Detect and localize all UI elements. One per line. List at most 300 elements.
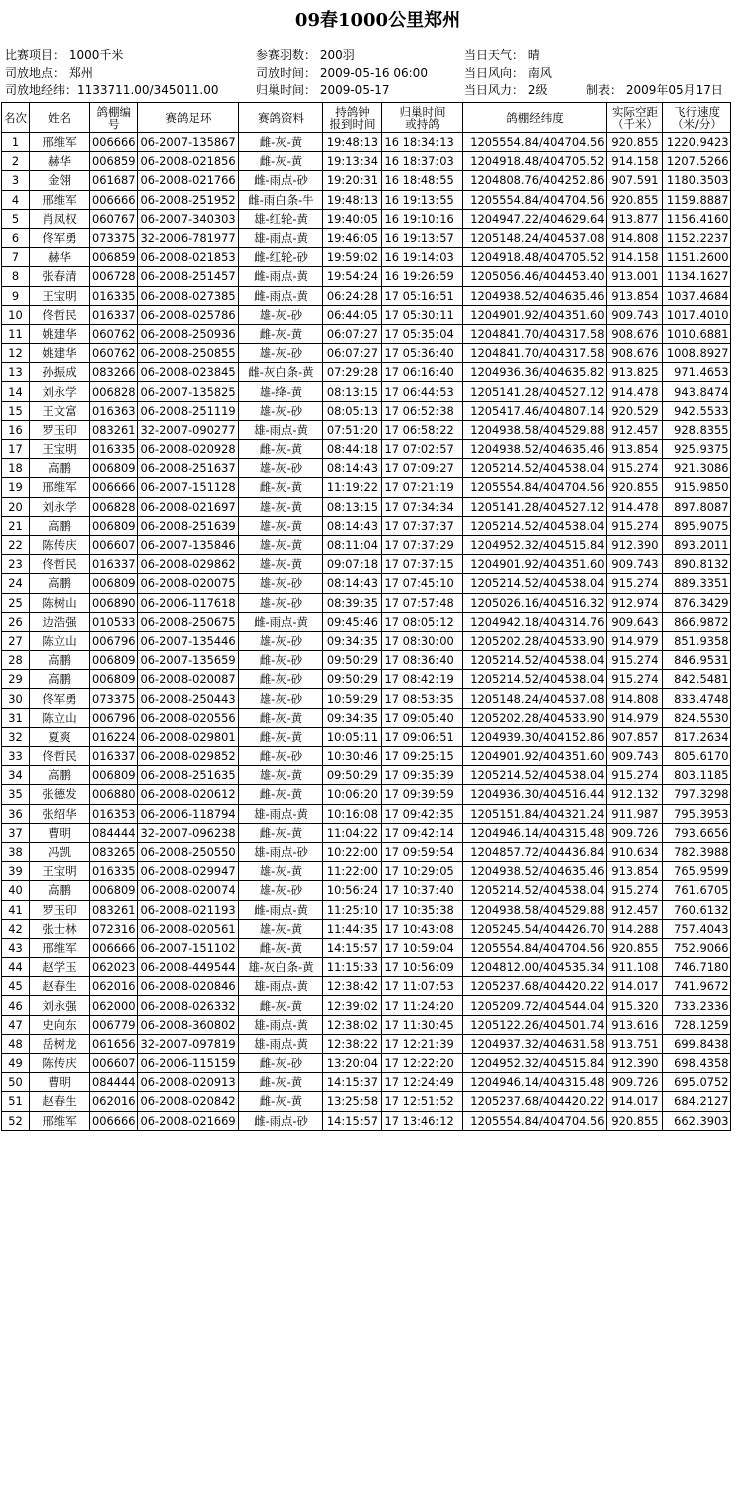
table-cell: 19:48:13 bbox=[323, 190, 382, 209]
table-row bbox=[2, 631, 731, 650]
table-cell: 孙振成 bbox=[30, 363, 90, 382]
table-cell: 921.3086 bbox=[663, 459, 731, 478]
table-cell: 06-2008-021853 bbox=[138, 248, 239, 267]
table-cell: 高鹏 bbox=[30, 881, 90, 900]
table-cell: 16 19:13:55 bbox=[382, 190, 463, 209]
table-cell: 06-2008-029852 bbox=[138, 747, 239, 766]
table-cell: 邢维军 bbox=[30, 478, 90, 497]
table-cell: 17 07:34:34 bbox=[382, 497, 463, 516]
table-cell: 17 09:39:59 bbox=[382, 785, 463, 804]
table-cell: 757.4043 bbox=[663, 919, 731, 938]
table-cell: 雄-灰-黄 bbox=[239, 766, 323, 785]
release-coords: 司放地经纬：1133711.00/345011.00 bbox=[5, 83, 219, 97]
table-cell: 姚建华 bbox=[30, 324, 90, 343]
table-cell: 13 bbox=[2, 363, 30, 382]
table-cell: 24 bbox=[2, 574, 30, 593]
table-cell: 冯凯 bbox=[30, 842, 90, 861]
table-cell: 06-2008-020842 bbox=[138, 1092, 239, 1111]
table-row bbox=[2, 133, 731, 152]
table-row bbox=[2, 1054, 731, 1073]
table-cell: 699.8438 bbox=[663, 1034, 731, 1053]
table-cell: 15 bbox=[2, 401, 30, 420]
table-cell: 佟哲民 bbox=[30, 555, 90, 574]
table-cell: 雌-雨点-黄 bbox=[239, 267, 323, 286]
table-cell: 18 bbox=[2, 459, 30, 478]
table-cell: 061687 bbox=[90, 171, 138, 190]
table-cell: 17 07:45:10 bbox=[382, 574, 463, 593]
table-cell: 914.017 bbox=[607, 1092, 663, 1111]
table-row bbox=[2, 478, 731, 497]
table-cell: 35 bbox=[2, 785, 30, 804]
table-cell: 1205151.84/404321.24 bbox=[463, 804, 607, 823]
table-cell: 肖凤权 bbox=[30, 209, 90, 228]
table-cell: 雄-灰-砂 bbox=[239, 593, 323, 612]
table-cell: 史向东 bbox=[30, 1015, 90, 1034]
table-cell: 765.9599 bbox=[663, 862, 731, 881]
table-cell: 914.288 bbox=[607, 919, 663, 938]
table-cell: 30 bbox=[2, 689, 30, 708]
table-cell: 曹明 bbox=[30, 1073, 90, 1092]
table-cell: 684.2127 bbox=[663, 1092, 731, 1111]
table-row bbox=[2, 286, 731, 305]
table-cell: 17 09:42:14 bbox=[382, 823, 463, 842]
table-cell: 741.9672 bbox=[663, 977, 731, 996]
table-cell: 36 bbox=[2, 804, 30, 823]
table-row bbox=[2, 171, 731, 190]
table-cell: 08:14:43 bbox=[323, 459, 382, 478]
table-cell: 920.855 bbox=[607, 190, 663, 209]
table-cell: 084444 bbox=[90, 1073, 138, 1092]
table-cell: 17 12:51:52 bbox=[382, 1092, 463, 1111]
table-cell: 边浩强 bbox=[30, 612, 90, 631]
table-cell: 19 bbox=[2, 478, 30, 497]
table-row bbox=[2, 382, 731, 401]
table-cell: 高鹏 bbox=[30, 574, 90, 593]
table-cell: 佟哲民 bbox=[30, 305, 90, 324]
table-cell: 909.726 bbox=[607, 823, 663, 842]
table-cell: 雄-灰-黄 bbox=[239, 535, 323, 554]
table-cell: 016337 bbox=[90, 555, 138, 574]
table-cell: 佟军勇 bbox=[30, 689, 90, 708]
table-cell: 06-2008-251637 bbox=[138, 459, 239, 478]
column-header: 姓名 bbox=[30, 103, 90, 133]
table-cell: 07:29:28 bbox=[323, 363, 382, 382]
table-cell: 1204901.92/404351.60 bbox=[463, 747, 607, 766]
table-row bbox=[2, 516, 731, 535]
return-time: 归巢时间： 2009-05-17 bbox=[256, 83, 390, 97]
table-cell: 16 19:14:03 bbox=[382, 248, 463, 267]
table-row bbox=[2, 862, 731, 881]
table-cell: 雌-灰-黄 bbox=[239, 823, 323, 842]
table-row bbox=[2, 766, 731, 785]
table-cell: 08:05:13 bbox=[323, 401, 382, 420]
table-cell: 雄-灰-砂 bbox=[239, 459, 323, 478]
table-cell: 1205202.28/404533.90 bbox=[463, 631, 607, 650]
table-cell: 06-2008-251639 bbox=[138, 516, 239, 535]
table-cell: 45 bbox=[2, 977, 30, 996]
table-cell: 06-2008-020913 bbox=[138, 1073, 239, 1092]
table-cell: 11:19:22 bbox=[323, 478, 382, 497]
table-row bbox=[2, 938, 731, 957]
results-header bbox=[2, 103, 731, 133]
table-row bbox=[2, 881, 731, 900]
table-cell: 006828 bbox=[90, 382, 138, 401]
table-cell: 915.9850 bbox=[663, 478, 731, 497]
table-cell: 889.3351 bbox=[663, 574, 731, 593]
page-title: 09春1000公里郑州 bbox=[294, 10, 461, 31]
table-cell: 12:38:02 bbox=[323, 1015, 382, 1034]
table-cell: 915.274 bbox=[607, 459, 663, 478]
table-cell: 752.9066 bbox=[663, 938, 731, 957]
table-cell: 14:15:57 bbox=[323, 1111, 382, 1130]
table-cell: 5 bbox=[2, 209, 30, 228]
table-cell: 10:56:24 bbox=[323, 881, 382, 900]
table-cell: 19:13:34 bbox=[323, 152, 382, 171]
table-cell: 910.634 bbox=[607, 842, 663, 861]
table-cell: 邢维军 bbox=[30, 938, 90, 957]
table-cell: 062023 bbox=[90, 958, 138, 977]
table-row bbox=[2, 248, 731, 267]
table-cell: 072316 bbox=[90, 919, 138, 938]
table-cell: 34 bbox=[2, 766, 30, 785]
table-cell: 17 07:37:37 bbox=[382, 516, 463, 535]
table-cell: 雄-雨点-黄 bbox=[239, 977, 323, 996]
table-cell: 罗玉印 bbox=[30, 900, 90, 919]
table-cell: 006666 bbox=[90, 1111, 138, 1130]
table-cell: 1204938.52/404635.46 bbox=[463, 862, 607, 881]
table-cell: 7 bbox=[2, 248, 30, 267]
table-cell: 14:15:37 bbox=[323, 1073, 382, 1092]
table-row bbox=[2, 574, 731, 593]
table-cell: 914.158 bbox=[607, 152, 663, 171]
table-cell: 909.643 bbox=[607, 612, 663, 631]
table-row bbox=[2, 1034, 731, 1053]
column-header: 持鸽钟 报到时间 bbox=[323, 103, 382, 133]
table-cell: 913.616 bbox=[607, 1015, 663, 1034]
table-cell: 19:48:13 bbox=[323, 133, 382, 152]
table-cell: 雌-灰-砂 bbox=[239, 670, 323, 689]
table-cell: 08:39:35 bbox=[323, 593, 382, 612]
table-cell: 雌-灰-黄 bbox=[239, 996, 323, 1015]
table-cell: 雌-灰-黄 bbox=[239, 708, 323, 727]
table-cell: 19:40:05 bbox=[323, 209, 382, 228]
table-cell: 高鹏 bbox=[30, 670, 90, 689]
table-cell: 1207.5266 bbox=[663, 152, 731, 171]
table-cell: 14:15:57 bbox=[323, 938, 382, 957]
table-cell: 909.743 bbox=[607, 555, 663, 574]
table-cell: 920.529 bbox=[607, 401, 663, 420]
table-cell: 1204918.48/404705.52 bbox=[463, 248, 607, 267]
table-cell: 17 10:35:38 bbox=[382, 900, 463, 919]
table-cell: 006809 bbox=[90, 459, 138, 478]
table-cell: 17 09:25:15 bbox=[382, 747, 463, 766]
table-cell: 1 bbox=[2, 133, 30, 152]
table-cell: 夏爽 bbox=[30, 727, 90, 746]
table-cell: 08:13:15 bbox=[323, 382, 382, 401]
table-row bbox=[2, 344, 731, 363]
table-cell: 1204942.18/404314.76 bbox=[463, 612, 607, 631]
table-cell: 1205554.84/404704.56 bbox=[463, 478, 607, 497]
table-cell: 29 bbox=[2, 670, 30, 689]
table-row bbox=[2, 727, 731, 746]
table-cell: 06-2008-021669 bbox=[138, 1111, 239, 1130]
table-row bbox=[2, 555, 731, 574]
table-cell: 06-2008-251952 bbox=[138, 190, 239, 209]
table-cell: 1205554.84/404704.56 bbox=[463, 190, 607, 209]
table-cell: 张绍华 bbox=[30, 804, 90, 823]
table-row bbox=[2, 440, 731, 459]
table-cell: 11:22:00 bbox=[323, 862, 382, 881]
table-row bbox=[2, 324, 731, 343]
table-cell: 08:13:15 bbox=[323, 497, 382, 516]
table-cell: 19:46:05 bbox=[323, 228, 382, 247]
table-cell: 728.1259 bbox=[663, 1015, 731, 1034]
table-cell: 17 10:29:05 bbox=[382, 862, 463, 881]
table-cell: 912.390 bbox=[607, 1054, 663, 1073]
table-cell: 062016 bbox=[90, 977, 138, 996]
table-cell: 16 19:13:57 bbox=[382, 228, 463, 247]
table-cell: 842.5481 bbox=[663, 670, 731, 689]
table-row bbox=[2, 401, 731, 420]
table-cell: 06-2008-251635 bbox=[138, 766, 239, 785]
table-cell: 912.132 bbox=[607, 785, 663, 804]
table-cell: 雄-雨点-黄 bbox=[239, 804, 323, 823]
table-cell: 1010.6881 bbox=[663, 324, 731, 343]
table-cell: 006880 bbox=[90, 785, 138, 804]
table-cell: 06-2008-027385 bbox=[138, 286, 239, 305]
table-cell: 760.6132 bbox=[663, 900, 731, 919]
table-cell: 912.457 bbox=[607, 420, 663, 439]
table-cell: 雄-灰-砂 bbox=[239, 305, 323, 324]
table-row bbox=[2, 305, 731, 324]
table-cell: 1037.4684 bbox=[663, 286, 731, 305]
table-cell: 1205214.52/404538.04 bbox=[463, 881, 607, 900]
table-cell: 912.974 bbox=[607, 593, 663, 612]
table-row bbox=[2, 958, 731, 977]
table-cell: 1204937.32/404631.58 bbox=[463, 1034, 607, 1053]
table-cell: 10:22:00 bbox=[323, 842, 382, 861]
table-cell: 17 08:36:40 bbox=[382, 651, 463, 670]
table-cell: 雄-雨点-黄 bbox=[239, 228, 323, 247]
column-header: 鸽棚经纬度 bbox=[463, 103, 607, 133]
table-cell: 006728 bbox=[90, 267, 138, 286]
table-cell: 06-2007-135659 bbox=[138, 651, 239, 670]
table-cell: 17 09:06:51 bbox=[382, 727, 463, 746]
table-cell: 09:50:29 bbox=[323, 766, 382, 785]
table-cell: 846.9531 bbox=[663, 651, 731, 670]
table-cell: 920.855 bbox=[607, 938, 663, 957]
table-cell: 17 05:16:51 bbox=[382, 286, 463, 305]
table-cell: 06-2007-135446 bbox=[138, 631, 239, 650]
table-cell: 10:06:20 bbox=[323, 785, 382, 804]
table-cell: 雄-雨点-黄 bbox=[239, 1015, 323, 1034]
column-header: 名次 bbox=[2, 103, 30, 133]
table-cell: 8 bbox=[2, 267, 30, 286]
table-cell: 876.3429 bbox=[663, 593, 731, 612]
table-cell: 06-2008-029947 bbox=[138, 862, 239, 881]
table-row bbox=[2, 363, 731, 382]
table-cell: 37 bbox=[2, 823, 30, 842]
table-cell: 803.1185 bbox=[663, 766, 731, 785]
table-cell: 913.001 bbox=[607, 267, 663, 286]
table-cell: 698.4358 bbox=[663, 1054, 731, 1073]
table-cell: 雌-灰-黄 bbox=[239, 785, 323, 804]
table-cell: 23 bbox=[2, 555, 30, 574]
table-row bbox=[2, 612, 731, 631]
table-cell: 06-2008-250855 bbox=[138, 344, 239, 363]
table-cell: 3 bbox=[2, 171, 30, 190]
table-row bbox=[2, 1092, 731, 1111]
table-cell: 17 07:21:19 bbox=[382, 478, 463, 497]
table-cell: 17 05:35:04 bbox=[382, 324, 463, 343]
table-cell: 914.979 bbox=[607, 708, 663, 727]
table-cell: 17 10:59:04 bbox=[382, 938, 463, 957]
table-cell: 06-2008-029862 bbox=[138, 555, 239, 574]
table-cell: 1204947.22/404629.64 bbox=[463, 209, 607, 228]
table-cell: 1204938.52/404635.46 bbox=[463, 286, 607, 305]
table-cell: 17 10:43:08 bbox=[382, 919, 463, 938]
table-cell: 雌-灰-黄 bbox=[239, 324, 323, 343]
table-cell: 006828 bbox=[90, 497, 138, 516]
table-cell: 邢维军 bbox=[30, 133, 90, 152]
table-cell: 914.158 bbox=[607, 248, 663, 267]
table-cell: 795.3953 bbox=[663, 804, 731, 823]
table-cell: 雌-灰-黄 bbox=[239, 1073, 323, 1092]
table-row bbox=[2, 900, 731, 919]
table-cell: 1204938.58/404529.88 bbox=[463, 900, 607, 919]
table-cell: 32-2007-090277 bbox=[138, 420, 239, 439]
table-cell: 1205056.46/404453.40 bbox=[463, 267, 607, 286]
wind-force: 当日风力： 2级 bbox=[464, 83, 548, 97]
table-cell: 084444 bbox=[90, 823, 138, 842]
table-cell: 914.017 bbox=[607, 977, 663, 996]
table-cell: 1205245.54/404426.70 bbox=[463, 919, 607, 938]
table-cell: 17 07:09:27 bbox=[382, 459, 463, 478]
table-row bbox=[2, 823, 731, 842]
table-cell: 915.274 bbox=[607, 881, 663, 900]
table-row bbox=[2, 708, 731, 727]
release-location: 司放地点： 郑州 bbox=[5, 66, 93, 80]
table-cell: 915.274 bbox=[607, 516, 663, 535]
table-cell: 1204936.36/404635.82 bbox=[463, 363, 607, 382]
table-cell: 高鹏 bbox=[30, 766, 90, 785]
table-cell: 914.478 bbox=[607, 382, 663, 401]
table-cell: 016224 bbox=[90, 727, 138, 746]
table-cell: 1204841.70/404317.58 bbox=[463, 344, 607, 363]
table-cell: 1205214.52/404538.04 bbox=[463, 516, 607, 535]
table-cell: 006809 bbox=[90, 516, 138, 535]
table-cell: 006809 bbox=[90, 651, 138, 670]
table-cell: 19:20:31 bbox=[323, 171, 382, 190]
table-cell: 920.855 bbox=[607, 133, 663, 152]
table-cell: 006666 bbox=[90, 938, 138, 957]
table-cell: 1204841.70/404317.58 bbox=[463, 324, 607, 343]
column-header: 鸽棚编 号 bbox=[90, 103, 138, 133]
table-cell: 1204952.32/404515.84 bbox=[463, 535, 607, 554]
table-cell: 016335 bbox=[90, 440, 138, 459]
table-cell: 金翎 bbox=[30, 171, 90, 190]
table-cell: 805.6170 bbox=[663, 747, 731, 766]
table-cell: 39 bbox=[2, 862, 30, 881]
table-cell: 17 06:52:38 bbox=[382, 401, 463, 420]
table-cell: 1180.3503 bbox=[663, 171, 731, 190]
table-cell: 913.854 bbox=[607, 286, 663, 305]
table-cell: 893.2011 bbox=[663, 535, 731, 554]
table-cell: 31 bbox=[2, 708, 30, 727]
table-cell: 17 06:58:22 bbox=[382, 420, 463, 439]
table-cell: 914.979 bbox=[607, 631, 663, 650]
table-cell: 943.8474 bbox=[663, 382, 731, 401]
bird-count: 参赛羽数： 200羽 bbox=[256, 48, 355, 62]
table-row bbox=[2, 1073, 731, 1092]
table-cell: 雌-灰-黄 bbox=[239, 152, 323, 171]
table-cell: 6 bbox=[2, 228, 30, 247]
table-cell: 50 bbox=[2, 1073, 30, 1092]
table-cell: 062016 bbox=[90, 1092, 138, 1111]
table-cell: 920.855 bbox=[607, 1111, 663, 1130]
table-cell: 12:39:02 bbox=[323, 996, 382, 1015]
column-header: 飞行速度 （米/分） bbox=[663, 103, 731, 133]
table-cell: 09:34:35 bbox=[323, 631, 382, 650]
table-row bbox=[2, 497, 731, 516]
table-row bbox=[2, 1111, 731, 1130]
table-cell: 06-2008-025786 bbox=[138, 305, 239, 324]
table-cell: 52 bbox=[2, 1111, 30, 1130]
table-row bbox=[2, 459, 731, 478]
table-cell: 姚建华 bbox=[30, 344, 90, 363]
table-cell: 06-2008-021697 bbox=[138, 497, 239, 516]
table-cell: 083261 bbox=[90, 900, 138, 919]
table-cell: 915.274 bbox=[607, 574, 663, 593]
table-cell: 09:50:29 bbox=[323, 670, 382, 689]
table-cell: 赫华 bbox=[30, 248, 90, 267]
table-cell: 1204946.14/404315.48 bbox=[463, 1073, 607, 1092]
table-cell: 06-2008-029801 bbox=[138, 727, 239, 746]
table-cell: 雄-绛-黄 bbox=[239, 382, 323, 401]
table-cell: 662.3903 bbox=[663, 1111, 731, 1130]
table-cell: 10:16:08 bbox=[323, 804, 382, 823]
table-cell: 09:34:35 bbox=[323, 708, 382, 727]
table-cell: 006890 bbox=[90, 593, 138, 612]
table-row bbox=[2, 535, 731, 554]
table-cell: 44 bbox=[2, 958, 30, 977]
table-cell: 083266 bbox=[90, 363, 138, 382]
table-row bbox=[2, 689, 731, 708]
table-cell: 06-2007-340303 bbox=[138, 209, 239, 228]
table-cell: 06-2008-020556 bbox=[138, 708, 239, 727]
table-cell: 006607 bbox=[90, 535, 138, 554]
table-cell: 006666 bbox=[90, 133, 138, 152]
column-header: 实际空距 （千米） bbox=[607, 103, 663, 133]
table-cell: 10:30:46 bbox=[323, 747, 382, 766]
table-cell: 赫华 bbox=[30, 152, 90, 171]
table-cell: 邢维军 bbox=[30, 1111, 90, 1130]
results-body bbox=[2, 133, 731, 1131]
table-cell: 10 bbox=[2, 305, 30, 324]
table-cell: 06-2008-020561 bbox=[138, 919, 239, 938]
table-cell: 06-2007-135825 bbox=[138, 382, 239, 401]
table-cell: 010533 bbox=[90, 612, 138, 631]
table-cell: 雌-雨白条-牛 bbox=[239, 190, 323, 209]
table-cell: 2 bbox=[2, 152, 30, 171]
table-cell: 10:59:29 bbox=[323, 689, 382, 708]
table-cell: 1205026.16/404516.32 bbox=[463, 593, 607, 612]
table-cell: 17 10:56:09 bbox=[382, 958, 463, 977]
table-cell: 21 bbox=[2, 516, 30, 535]
table-cell: 006859 bbox=[90, 152, 138, 171]
table-cell: 张春清 bbox=[30, 267, 90, 286]
table-cell: 刘永学 bbox=[30, 497, 90, 516]
